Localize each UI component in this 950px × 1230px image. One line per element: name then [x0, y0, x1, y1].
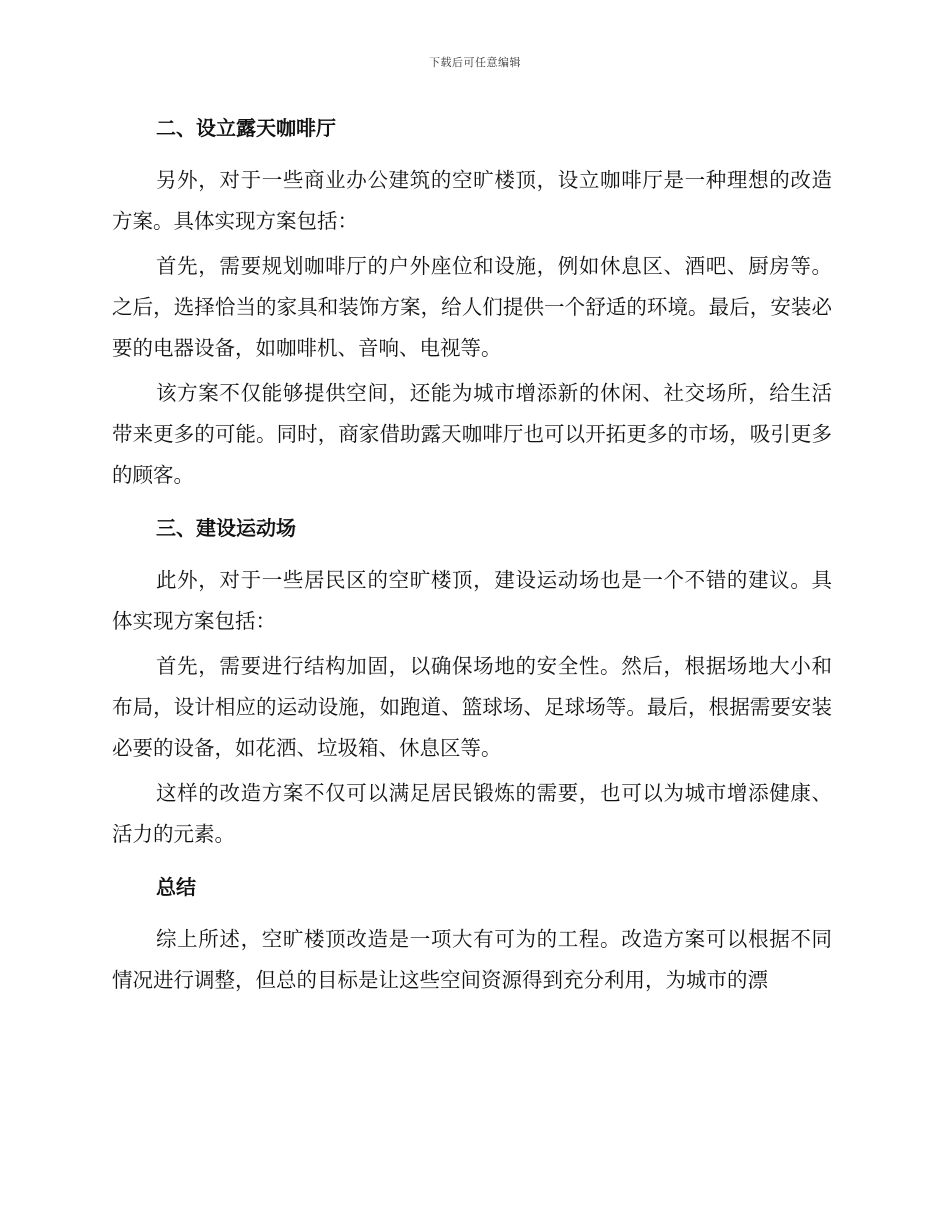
paragraph: 该方案不仅能够提供空间，还能为城市增添新的休闲、社交场所，给生活带来更多的可能。同时，商家借助露天咖啡厅也可以开拓更多的市场，吸引更多的顾客。 — [112, 381, 832, 487]
paragraph: 首先，需要规划咖啡厅的户外座位和设施，例如休息区、酒吧、厨房等。之后，选择恰当的家具和装饰方案，给人们提供一个舒适的环境。最后，安装必要的电器设备，如咖啡机、音响、电视等。 — [112, 254, 832, 360]
paragraph: 这样的改造方案不仅可以满足居民锻炼的需要，也可以为城市增添健康、活力的元素。 — [112, 781, 832, 846]
paragraph: 首先，需要进行结构加固，以确保场地的安全性。然后，根据场地大小和布局，设计相应的运动设施，如跑道、篮球场、足球场等。最后，根据需要安装必要的设备，如花洒、垃圾箱、休息区等。 — [112, 654, 832, 760]
document-body — [112, 112, 832, 1001]
paragraph: 综上所述，空旷楼顶改造是一项大有可为的工程。改造方案可以根据不同情况进行调整，但总的目标是让这些空间资源得到充分利用，为城市的漂 — [112, 927, 832, 992]
section-sports-field — [112, 512, 832, 855]
paragraph: 另外，对于一些商业办公建筑的空旷楼顶，设立咖啡厅是一种理想的改造方案。具体实现方案包括： — [112, 168, 832, 233]
section-cafe — [112, 112, 832, 496]
section-heading: 三、建设运动场 — [156, 516, 296, 540]
paragraph: 此外，对于一些居民区的空旷楼顶，建设运动场也是一个不错的建议。具体实现方案包括： — [112, 568, 832, 633]
section-heading: 总结 — [156, 875, 196, 899]
header-note: 下载后可任意编辑 — [429, 56, 521, 69]
section-heading: 二、设立露天咖啡厅 — [156, 116, 336, 140]
section-summary — [112, 871, 832, 1001]
